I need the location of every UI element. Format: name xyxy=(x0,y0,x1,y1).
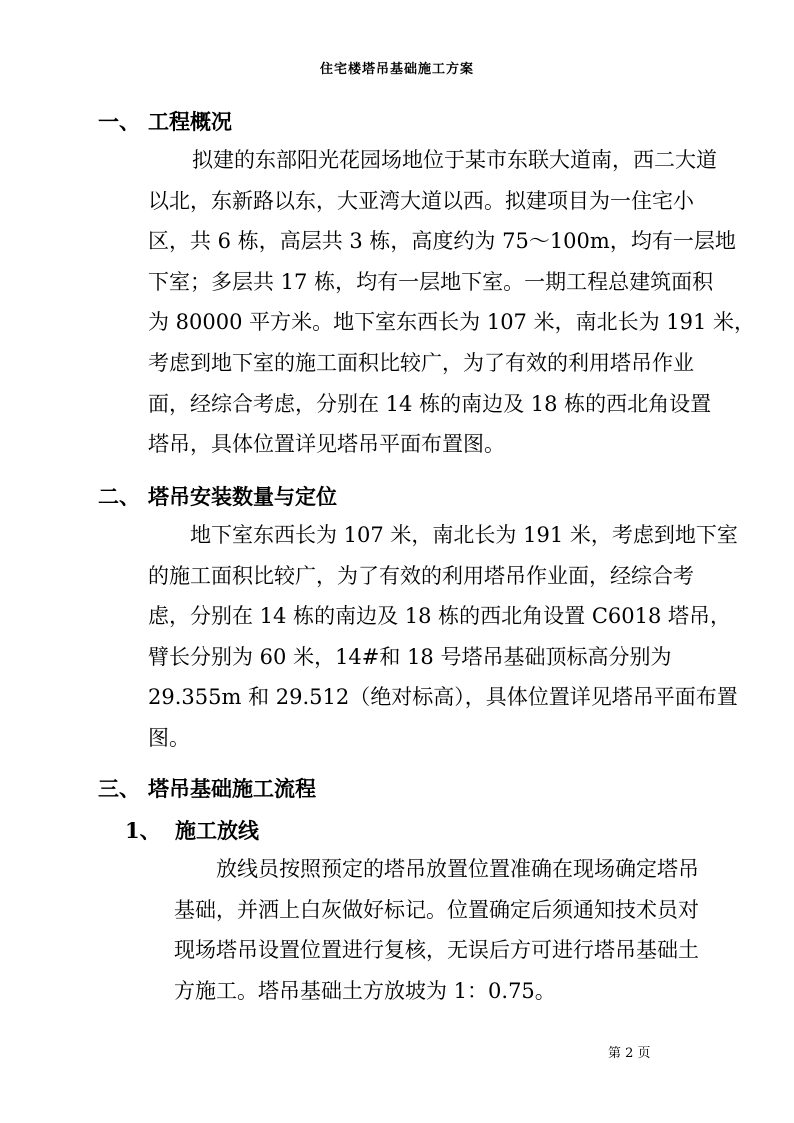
paragraph-line: 臂长分别为 60 米，14#和 18 号塔吊基础顶标高分别为 xyxy=(148,644,672,669)
paragraph-line: 现场塔吊设置位置进行复核，无误后方可进行塔吊基础土 xyxy=(174,938,699,963)
section-2-title: 塔吊安装数量与定位 xyxy=(148,484,337,509)
paragraph-line: 拟建的东部阳光花园场地位于某市东联大道南，西二大道 xyxy=(192,148,717,172)
paragraph-line: 为 80000 平方米。地下室东西长为 107 米，南北长为 191 米， xyxy=(148,310,756,335)
section-1-title: 工程概况 xyxy=(148,109,232,134)
paragraph-line: 塔吊，具体位置详见塔吊平面布置图。 xyxy=(148,432,505,457)
section-3-heading xyxy=(98,773,316,803)
section-1-paragraph xyxy=(148,140,755,465)
paragraph-line: 图。 xyxy=(148,725,190,750)
section-2-number: 二、 xyxy=(98,484,140,509)
section-2-heading xyxy=(98,481,337,511)
page-header: 住宅楼塔吊基础施工方案 xyxy=(319,62,474,77)
subsection-1-title: 施工放线 xyxy=(175,818,259,843)
paragraph-line: 的施工面积比较广，为了有效的利用塔吊作业面，经综合考 xyxy=(148,563,694,588)
paragraph-line: 虑，分别在 14 栋的南边及 18 栋的西北角设置 C6018 塔吊， xyxy=(148,604,732,629)
section-3-title: 塔吊基础施工流程 xyxy=(148,776,316,801)
paragraph-line: 放线员按照预定的塔吊放置位置准确在现场确定塔吊 xyxy=(216,857,699,881)
paragraph-line: 29.355m 和 29.512（绝对标高），具体位置详见塔吊平面布置 xyxy=(148,685,738,710)
page-number: 第 2 页 xyxy=(608,1046,651,1061)
paragraph-line: 以北，东新路以东，大亚湾大道以西。拟建项目为一住宅小 xyxy=(148,188,694,213)
paragraph-line: 考虑到地下室的施工面积比较广，为了有效的利用塔吊作业 xyxy=(148,350,694,375)
paragraph-line: 方施工。塔吊基础土方放坡为 1：0.75。 xyxy=(174,978,556,1003)
subsection-1-number: 1、 xyxy=(125,818,161,843)
section-3-number: 三、 xyxy=(98,776,140,801)
subsection-1-paragraph xyxy=(174,849,699,1011)
section-2-paragraph xyxy=(148,515,738,759)
subsection-1-heading xyxy=(125,815,259,845)
paragraph-line: 区，共 6 栋，高层共 3 栋，高度约为 75～100m，均有一层地 xyxy=(148,229,736,254)
section-1-heading xyxy=(98,106,232,136)
paragraph-line: 下室；多层共 17 栋，均有一层地下室。一期工程总建筑面积 xyxy=(148,269,714,294)
section-1-number: 一、 xyxy=(98,109,140,134)
paragraph-line: 面，经综合考虑，分别在 14 栋的南边及 18 栋的西北角设置 xyxy=(148,391,712,416)
paragraph-line: 地下室东西长为 107 米，南北长为 191 米，考虑到地下室 xyxy=(190,523,738,547)
paragraph-line: 基础，并洒上白灰做好标记。位置确定后须通知技术员对 xyxy=(174,897,699,922)
